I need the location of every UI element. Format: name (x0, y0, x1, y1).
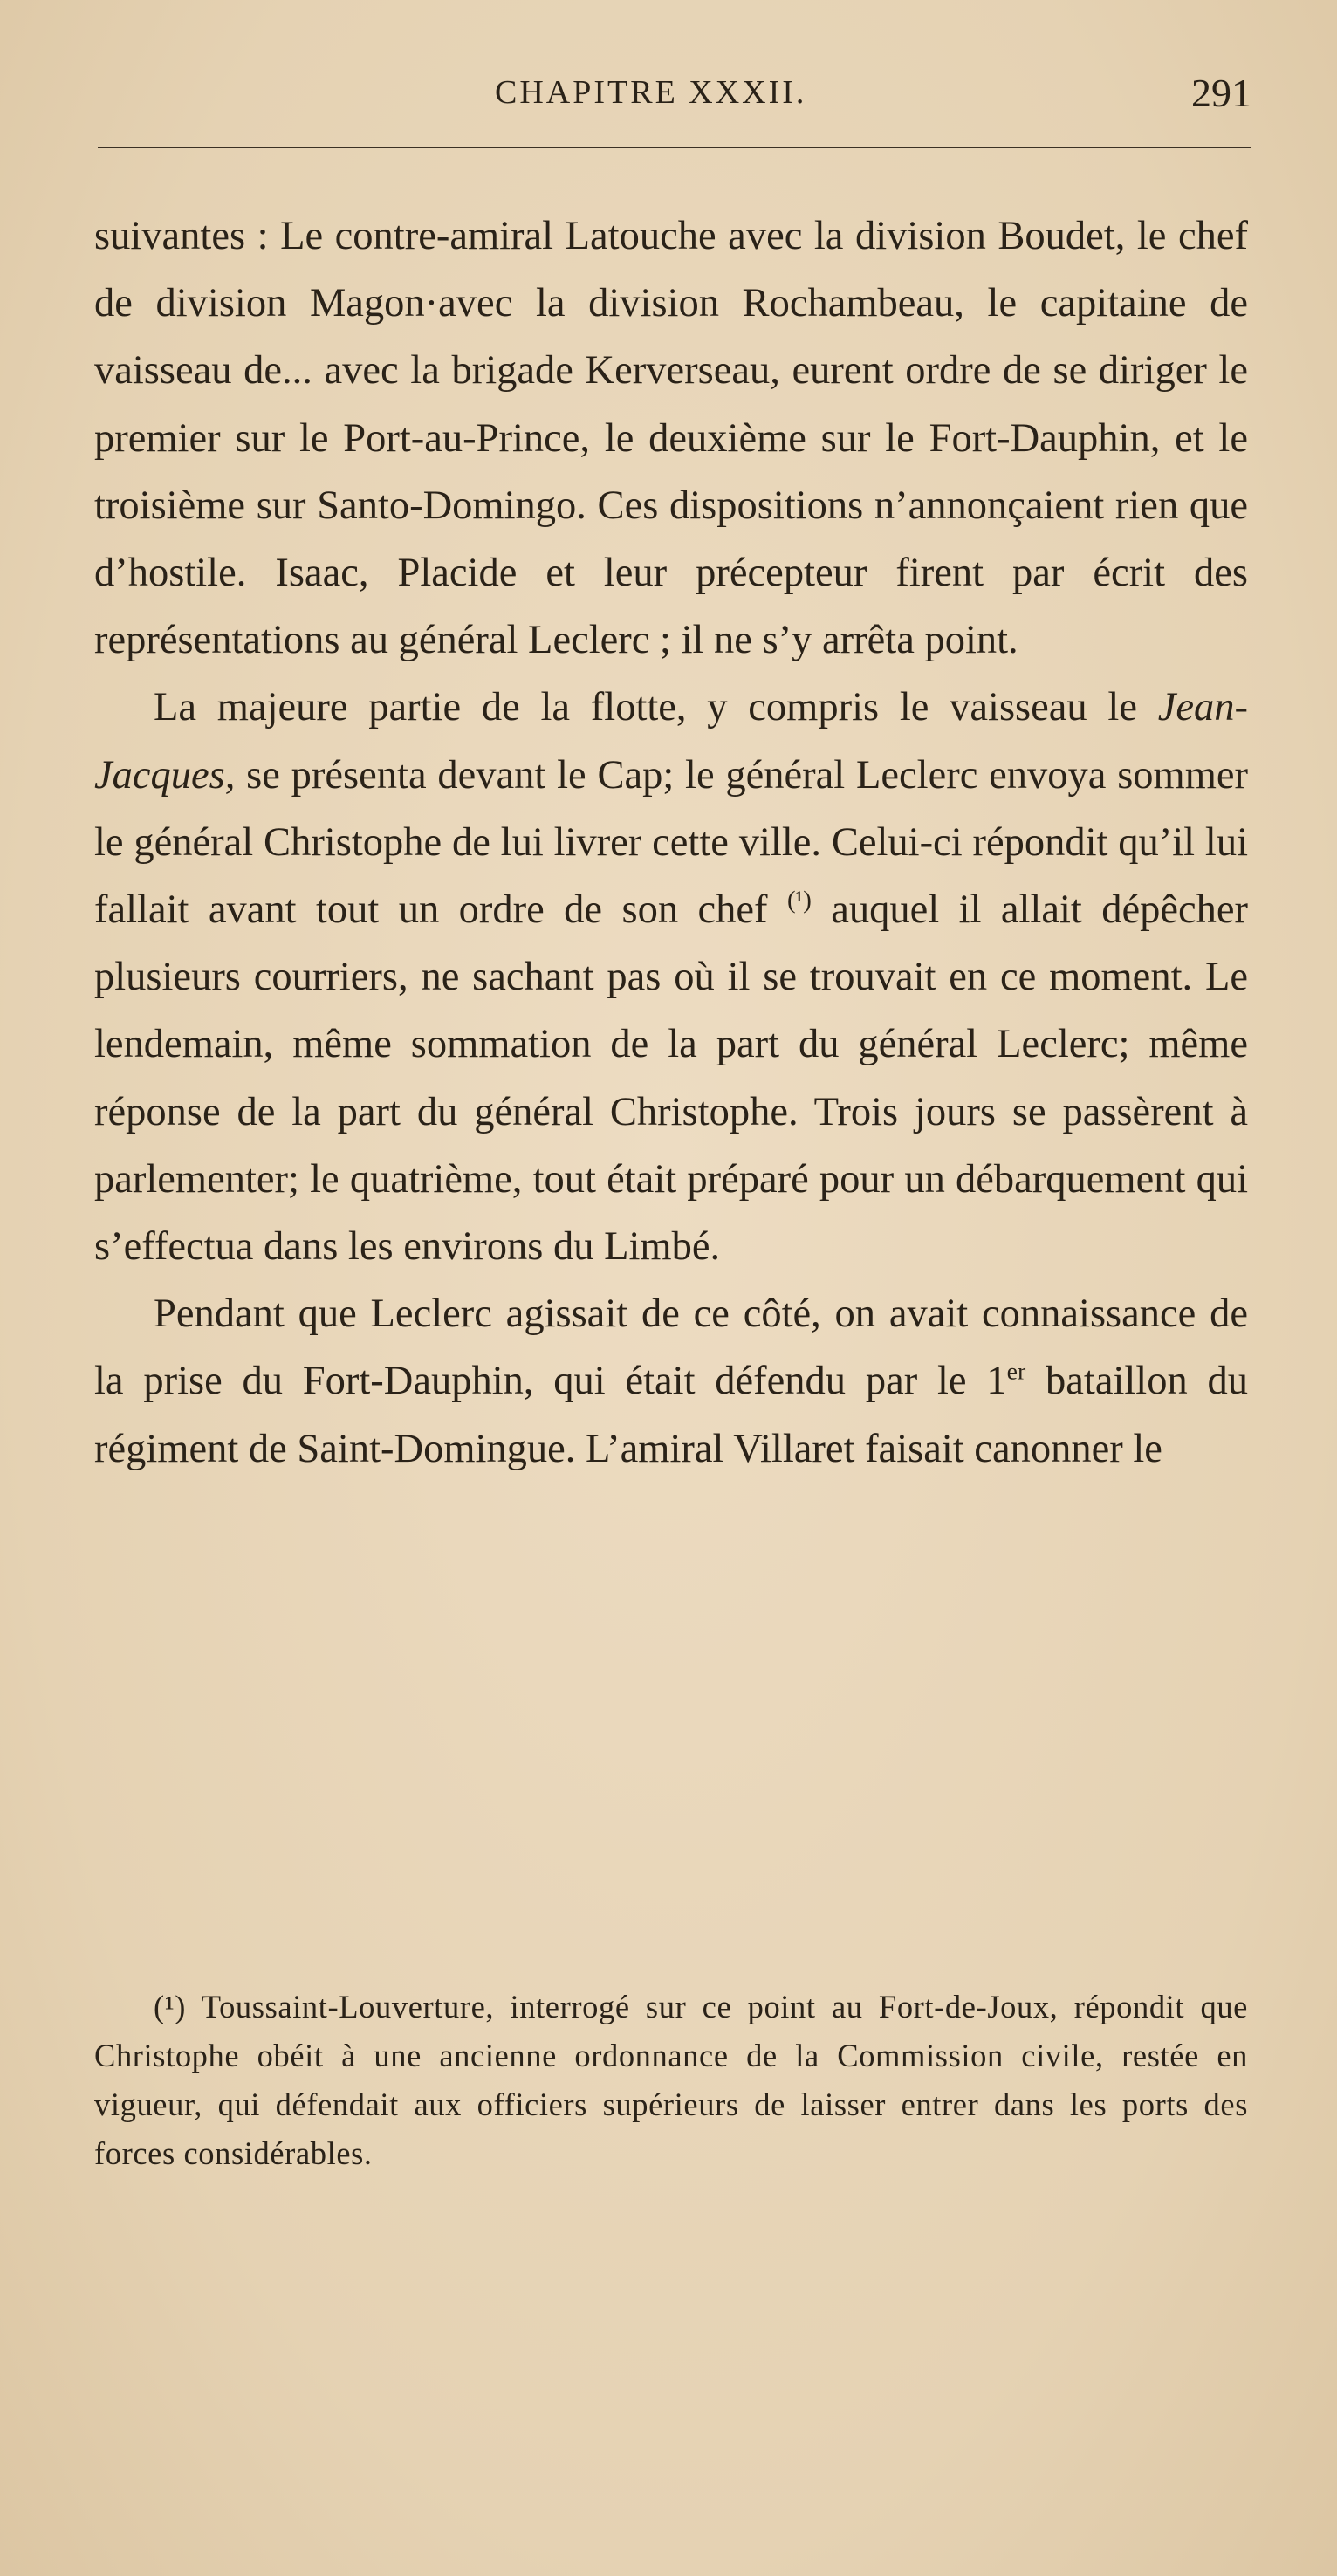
ship-name: Jean-Jacques, (94, 685, 1248, 798)
paragraph-2-text-c: auquel il allait dépêcher plusieurs courriers, ne sachant pas où il se trouvait en ce moment. Le lendemain, même sommation de la part du général Leclerc; même réponse de la part du général Christophe. Trois jours se passèrent à parlementer; le quatrième, tout était préparé pour un débarquement qui s’effectua dans les environs du Limbé. (94, 887, 1249, 1270)
page-number: 291 (1191, 71, 1251, 115)
footnote-text: Toussaint-Louverture, interrogé sur ce point au Fort-de-Joux, répondit que Christophe obéit à une ancienne ordonnance de la Commission civile, restée en vigueur, qui défendait aux officiers supérieurs de laisser entrer dans les ports des forces considérables. (94, 1989, 1248, 2171)
ordinal-number: 1 (986, 1359, 1007, 1404)
paragraph-1: suivantes : Le contre-amiral Latouche avec la division Boudet, le chef de division Magon·avec la division Rochambeau, le capitaine de vaisseau de... avec la brigade Kerverseau, eurent ordre de se diriger le premier sur le Port-au-Prince, le deuxième sur le Fort-Dauphin, et le troisième sur Santo-Domingo. Ces dispositions n’annonçaient rien que d’hostile. Isaac, Placide et leur précepteur firent par écrit des représentations au général Leclerc ; il ne s’y arrêta point. (94, 214, 1248, 663)
running-title: CHAPITRE XXXII. (495, 74, 807, 111)
page-header (98, 70, 1250, 122)
footnote-marker: (¹) (154, 1989, 187, 2024)
footnote-reference: (¹) (786, 886, 812, 915)
paragraph-3-text-a: Pendant que Leclerc agissait de ce côté, on avait connaissance de la prise du Fort-Dauphin, qui était défendu par le (94, 1291, 1248, 1404)
header-rule (98, 147, 1251, 148)
footnote (94, 1983, 1248, 2178)
body-text (94, 202, 1248, 1483)
paragraph-2 (94, 674, 1248, 1280)
paragraph-2-text-a: La majeure partie de la flotte, y compris le vaisseau le (154, 685, 1137, 730)
paragraph-3 (94, 1280, 1248, 1483)
paragraph-2-text-b: se présenta devant le Cap; le général Leclerc envoya sommer le général Christophe de lui livrer cette ville. Celui-ci répondit qu’il lui fallait avant tout un ordre de son chef (94, 752, 1248, 933)
ordinal-suffix: er (1006, 1358, 1026, 1386)
paragraph-3-text-b: bataillon du régiment de Saint-Domingue. L’amiral Villaret faisait canonner le (94, 1359, 1248, 1471)
